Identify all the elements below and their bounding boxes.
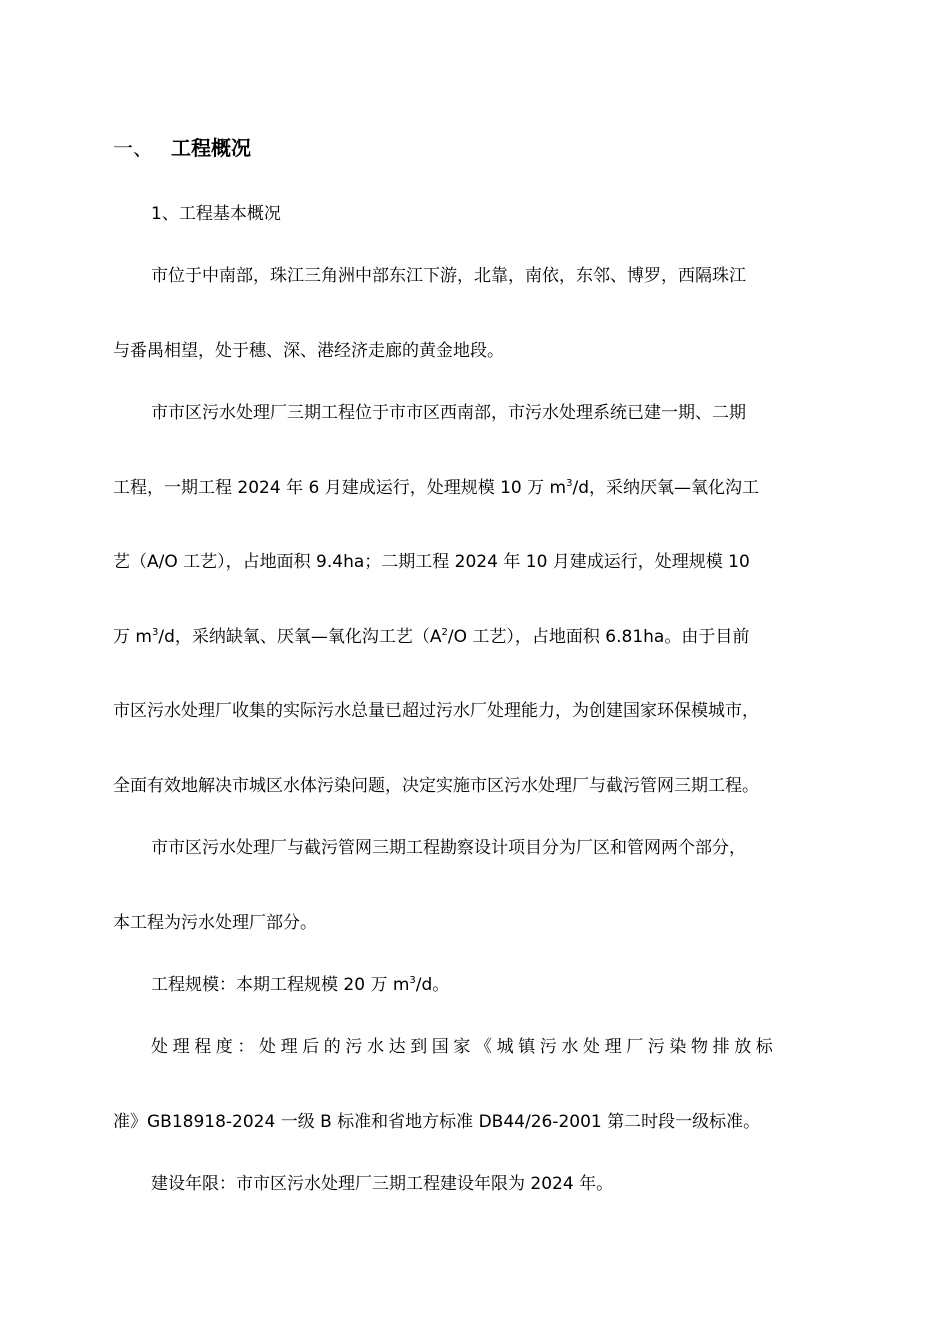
paragraph-2-line-1: 市市区污水处理厂三期工程位于市市区西南部，市污水处理系统已建一期、二期 bbox=[151, 403, 746, 423]
superscript: 2 bbox=[441, 627, 448, 638]
paragraph-2-line-2-text-a: 工程，一期工程 2024 年 6 月建成运行，处理规模 10 万 m bbox=[113, 478, 567, 498]
treatment-line-1: 处理程度：处理后的污水达到国家《城镇污水处理厂污染物排放标 bbox=[151, 1037, 778, 1057]
paragraph-2-line-2-text-b: /d，采纳厌氧—氧化沟工 bbox=[572, 478, 760, 498]
section-number: 一、 bbox=[113, 136, 153, 160]
paragraph-2-line-2 bbox=[113, 476, 759, 500]
paragraph-2-line-4 bbox=[113, 625, 749, 649]
paragraph-3-line-2: 本工程为污水处理厂部分。 bbox=[113, 913, 317, 933]
paragraph-3-line-1: 市市区污水处理厂与截污管网三期工程勘察设计项目分为厂区和管网两个部分， bbox=[151, 838, 746, 858]
paragraph-2-line-4-text-b: /d，采纳缺氧、厌氧—氧化沟工艺（A bbox=[158, 627, 442, 647]
section-heading bbox=[113, 134, 251, 162]
subsection-heading: 1、工程基本概况 bbox=[151, 204, 281, 224]
paragraph-2-line-6: 全面有效地解决市城区水体污染问题，决定实施市区污水处理厂与截污管网三期工程。 bbox=[113, 776, 759, 796]
superscript: 3 bbox=[151, 627, 159, 638]
scale-line bbox=[151, 973, 449, 997]
paragraph-2-line-4-text-a: 万 m bbox=[113, 627, 152, 647]
paragraph-2-line-5: 市区污水处理厂收集的实际污水总量已超过污水厂处理能力，为创建国家环保模城市， bbox=[113, 701, 759, 721]
paragraph-1-line-1: 市位于中南部，珠江三角洲中部东江下游，北靠，南依，东邻、博罗，西隔珠江 bbox=[151, 266, 746, 286]
treatment-line-2: 准》GB18918-2024 一级 B 标准和省地方标准 DB44/26-2001 第二时段一级标准。 bbox=[113, 1112, 761, 1132]
scale-text-b: /d。 bbox=[415, 975, 450, 995]
scale-text-a: 工程规模：本期工程规模 20 万 m bbox=[151, 975, 410, 995]
paragraph-2-line-3: 艺（A/O 工艺），占地面积 9.4ha；二期工程 2024 年 10 月建成运行，处理规模 10 bbox=[113, 552, 750, 572]
paragraph-2-line-4-text-c: /O 工艺），占地面积 6.81ha。由于目前 bbox=[447, 627, 750, 647]
superscript: 3 bbox=[409, 975, 416, 986]
paragraph-1-line-2: 与番禺相望，处于穗、深、港经济走廊的黄金地段。 bbox=[113, 341, 504, 361]
period-line: 建设年限：市市区污水处理厂三期工程建设年限为 2024 年。 bbox=[151, 1174, 614, 1194]
superscript: 3 bbox=[566, 478, 573, 489]
section-title: 工程概况 bbox=[171, 136, 251, 160]
